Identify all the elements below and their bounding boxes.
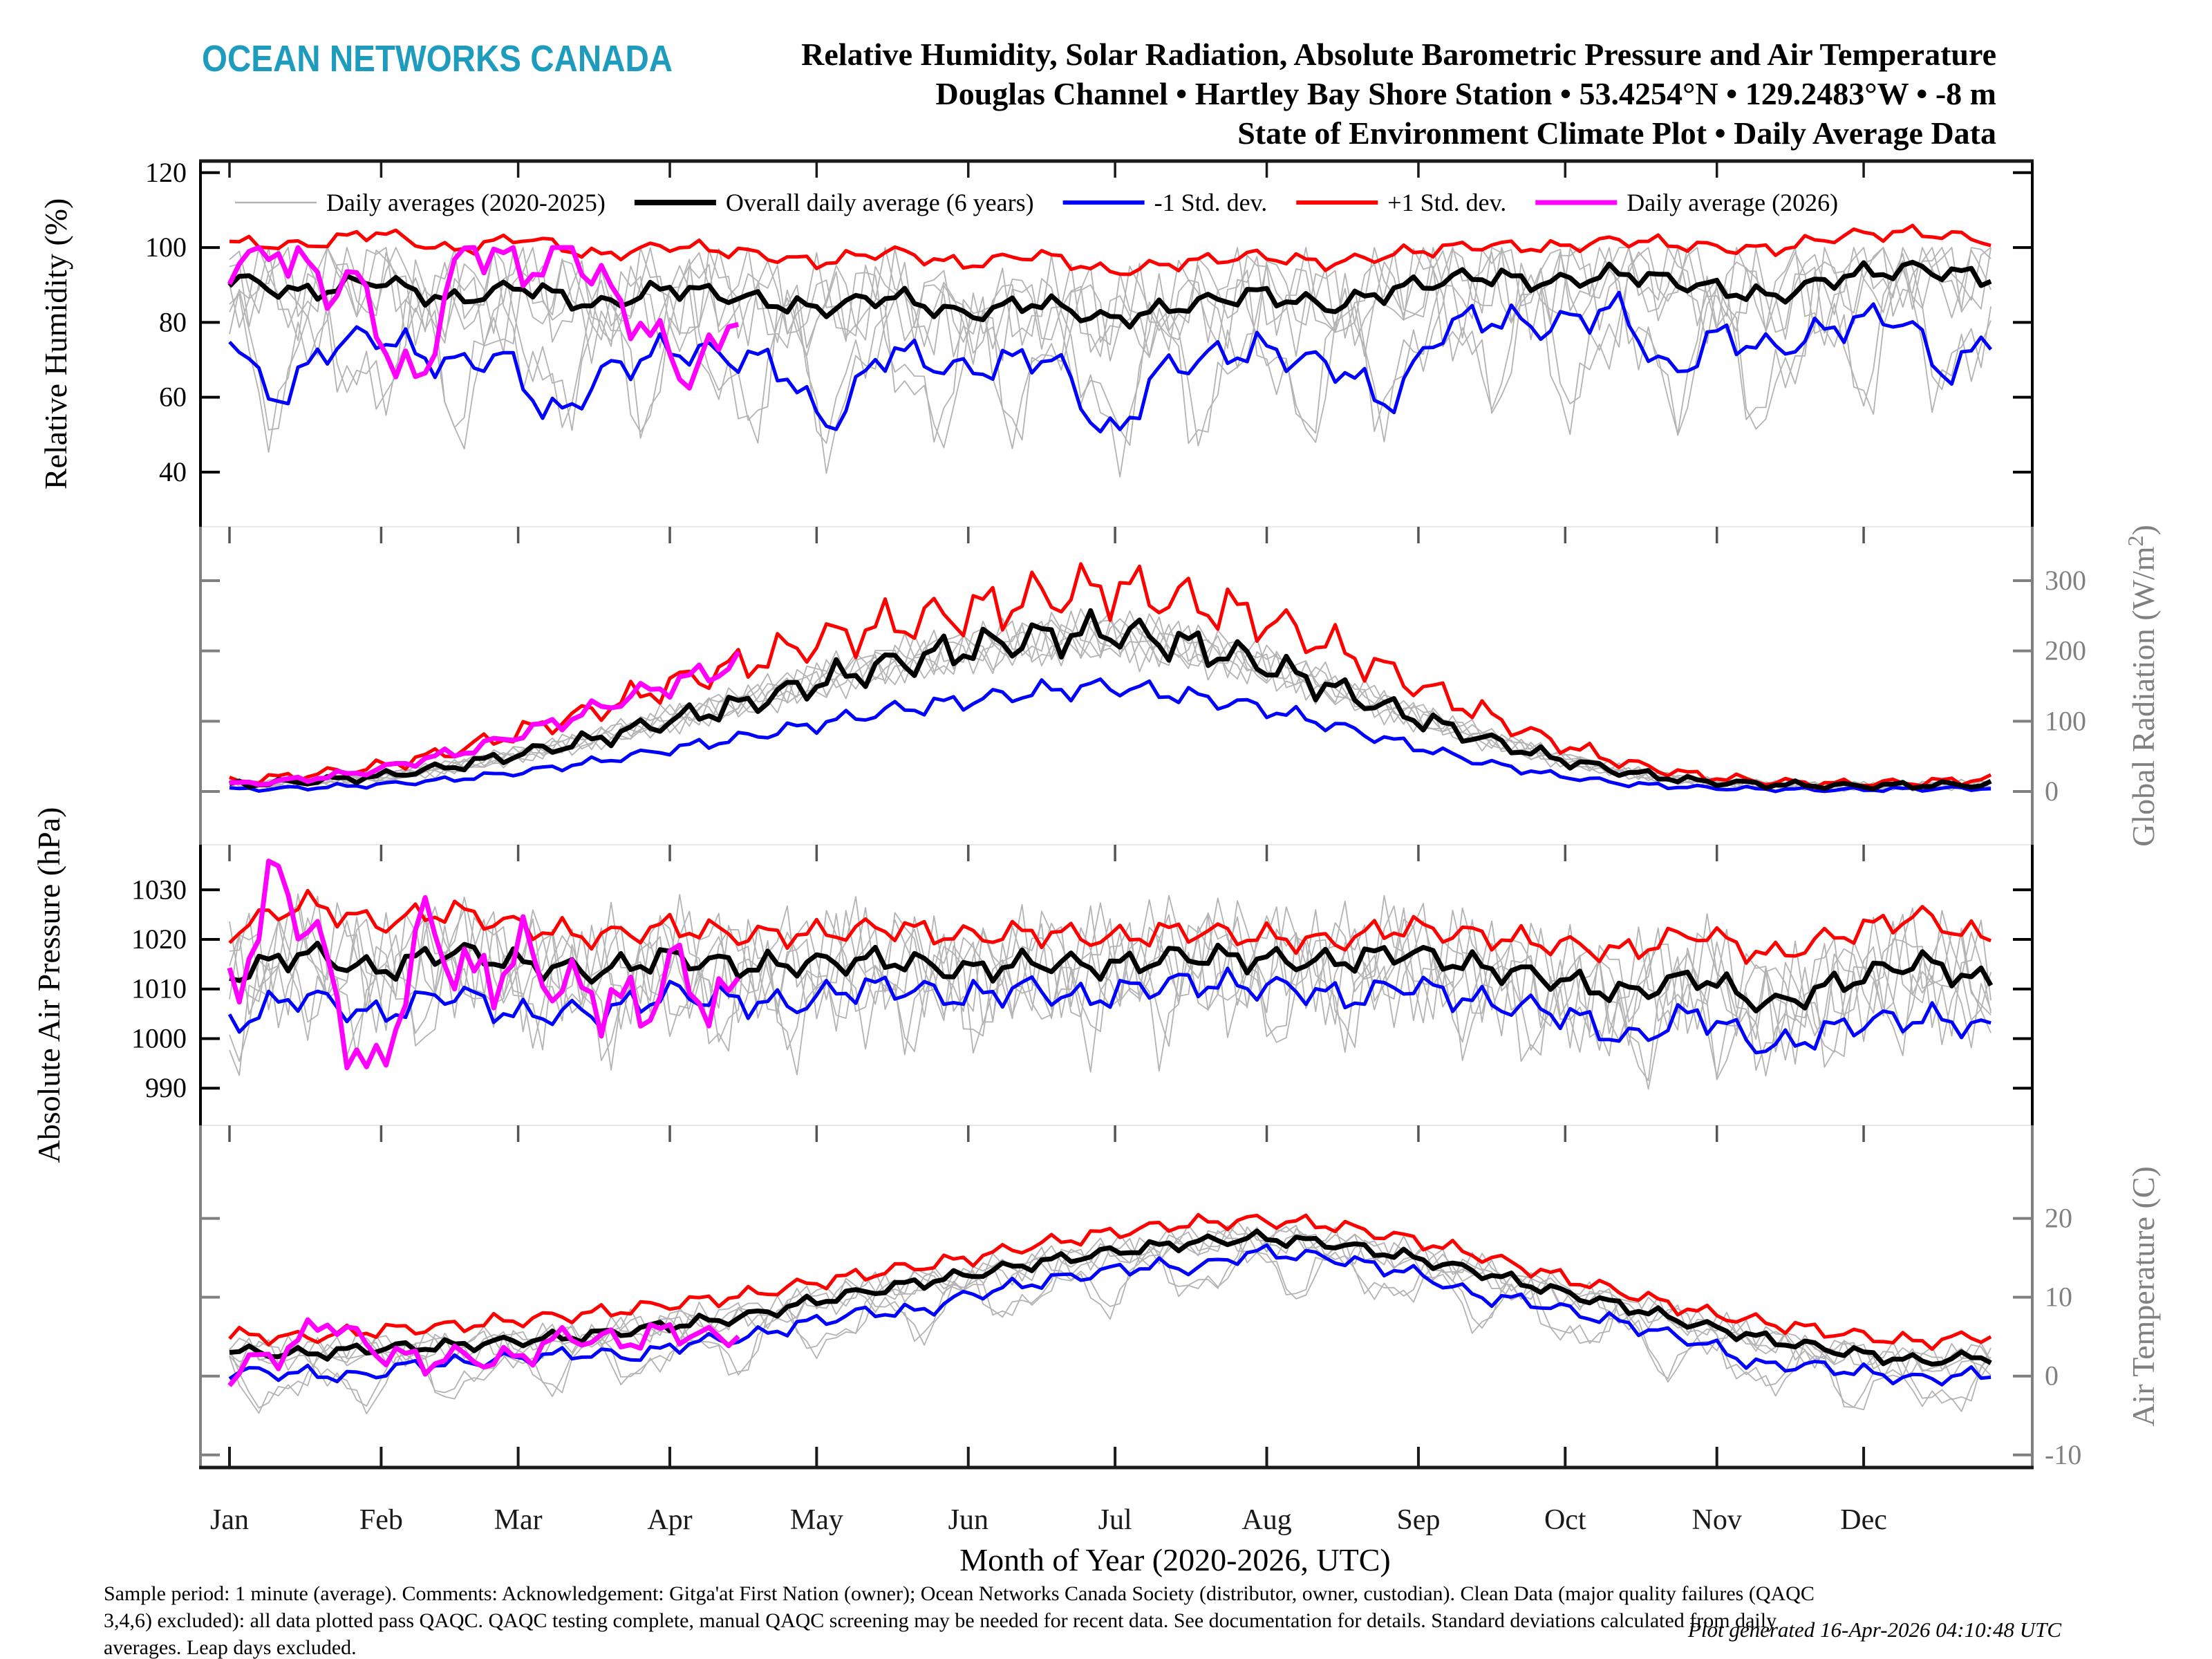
series-y2026 — [229, 652, 738, 785]
axis-label-global-radiation: Global Radiation $(W/m^2)$ — [2123, 525, 2161, 847]
axis-label-relative-humidity: Relative Humidity (%) — [38, 198, 73, 490]
panel-relative-humidity-series — [229, 225, 1991, 477]
legend-label-minus: -1 Std. dev. — [1154, 189, 1268, 216]
y-tick-label: 1020 — [131, 924, 187, 955]
y-tick-label: 300 — [2045, 564, 2086, 596]
y-tick-label: 60 — [159, 381, 187, 413]
plot-title-line1: Relative Humidity, Solar Radiation, Absolute Barometric Pressure and Air Temperature — [801, 37, 1996, 72]
plot-title-line3: State of Environment Climate Plot • Daily Average Data — [1237, 115, 1996, 151]
x-tick-label-May: May — [789, 1504, 843, 1536]
x-tick-label-Aug: Aug — [1241, 1504, 1292, 1536]
x-tick-label-Jan: Jan — [210, 1504, 249, 1536]
ocean-networks-canada-logo: OCEAN NETWORKS CANADA — [202, 38, 673, 79]
x-tick-label-Jul: Jul — [1098, 1504, 1132, 1536]
y-tick-label: 80 — [159, 306, 187, 338]
y-tick-label: 20 — [2045, 1202, 2072, 1234]
axis-label-air-temperature: Air Temperature (C) — [2126, 1166, 2161, 1427]
y-tick-label: 1010 — [131, 973, 187, 1004]
legend-label-mean: Overall daily average (6 years) — [725, 189, 1034, 216]
y-tick-label: 1030 — [131, 874, 187, 906]
y-tick-label: 100 — [145, 232, 187, 263]
y-tick-label: 1000 — [131, 1022, 187, 1054]
panel-global-radiation-series — [229, 564, 1991, 791]
x-tick-label-Apr: Apr — [647, 1504, 693, 1536]
y-tick-label: 100 — [2045, 705, 2086, 737]
x-axis-label: Month of Year (2020-2026, UTC) — [959, 1542, 1391, 1577]
plot-title-line2: Douglas Channel • Hartley Bay Shore Station • 53.4254°N • 129.2483°W • -8 m — [935, 76, 1996, 111]
legend-label-y2026: Daily average (2026) — [1627, 189, 1839, 216]
panel-air-temperature-series — [229, 1215, 1991, 1414]
y-tick-label: 200 — [2045, 635, 2086, 666]
y-tick-label: 40 — [159, 456, 187, 487]
legend-label-years: Daily averages (2020-2025) — [326, 189, 606, 216]
series-minus — [229, 679, 1991, 791]
y-tick-label: 0 — [2045, 1360, 2059, 1391]
y-tick-label: 0 — [2045, 776, 2059, 807]
series-years — [229, 247, 1991, 477]
x-tick-label-Oct: Oct — [1544, 1504, 1586, 1536]
panel-absolute-air-pressure-series — [229, 861, 1991, 1089]
x-tick-label-Sep: Sep — [1396, 1504, 1441, 1536]
footer-note: Sample period: 1 minute (average). Comments: Acknowledgement: Gitga'at First Nation (owner); Ocean Networks Canada Society (distributor, owner, custodian). Clean Data (major quality failures (QAQC 3,4,6) excluded): all data plotted pass QAQC. QAQC testing complete, manual QAQC screening may be needed for recent data. See documentation for details. Standard deviations calculated from daily averages. Leap days excluded. — [104, 1582, 1815, 1659]
y-tick-label: 120 — [145, 156, 187, 188]
y-tick-label: 10 — [2045, 1281, 2072, 1313]
axis-label-absolute-air-pressure: Absolute Air Pressure (hPa) — [31, 807, 66, 1163]
y-tick-label: -10 — [2045, 1438, 2082, 1470]
plot-generated-timestamp: Plot generated 16-Apr-2026 04:10:48 UTC — [1687, 1618, 2061, 1642]
series-years — [229, 1227, 1991, 1406]
x-tick-label-Feb: Feb — [359, 1504, 403, 1536]
y-tick-label: 990 — [145, 1072, 187, 1104]
legend — [235, 189, 1838, 216]
legend-label-plus: +1 Std. dev. — [1387, 189, 1507, 216]
x-tick-label-Nov: Nov — [1691, 1504, 1742, 1536]
x-tick-label-Mar: Mar — [494, 1504, 543, 1536]
series-mean — [229, 610, 1991, 789]
x-tick-label-Jun: Jun — [948, 1504, 988, 1536]
x-tick-label-Dec: Dec — [1840, 1504, 1887, 1536]
